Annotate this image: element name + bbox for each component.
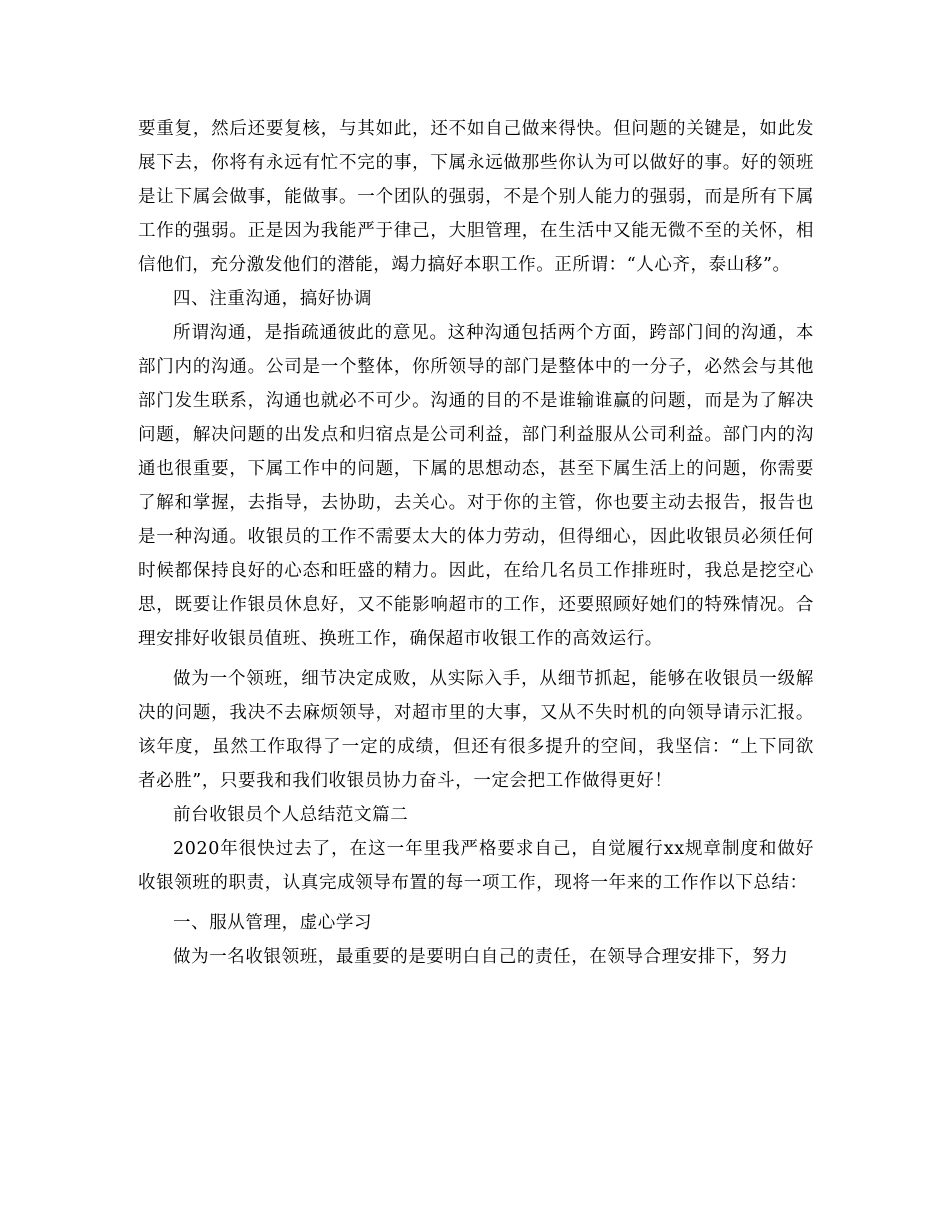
paragraph-communication: 所谓沟通，是指疏通彼此的意见。这种沟通包括两个方面，跨部门间的沟通，本部门内的沟通。公司是一个整体，你所领导的部门是整体中的一分子，必然会与其他部门发生联系，沟通也就必不可少。沟通的目的不是谁输谁赢的问题，而是为了解决问题，解决问题的出发点和归宿点是公司利益，部门利益服从公司利益。部门内的沟通也很重要，下属工作中的问题，下属的思想动态，甚至下属生活上的问题，你需要了解和掌握，去指导，去协助，去关心。对于你的主管，你也要主动去报告，报告也是一种沟通。收银员的工作不需要太大的体力劳动，但得细心，因此收银员必须任何时候都保持良好的心态和旺盛的精力。因此，在给几名员工作排班时，我总是挖空心思，既要让作银员休息好，又不能影响超市的工作，还要照顾好她们的特殊情况。合理安排好收银员值班、换班工作，确保超市收银工作的高效运行。	[138, 323, 814, 649]
paragraph-details: 做为一个领班，细节决定成败，从实际入手，从细节抓起，能够在收银员一级解决的问题，我决不去麻烦领导，对超市里的大事，又从不失时机的向领导请示汇报。该年度，虽然工作取得了一定的成绩，但还有很多提升的空间，我坚信：“上下同欲者必胜”，只要我和我们收银员协力奋斗，一定会把工作做得更好！	[138, 669, 814, 791]
section-heading-obey-management: 一、服从管理，虚心学习	[173, 913, 373, 933]
document-page	[138, 112, 814, 974]
paragraph-responsibility: 做为一名收银领班，最重要的是要明白自己的责任，在领导合理安排下，努力	[173, 947, 789, 967]
paragraph-continuation: 要重复，然后还要复核，与其如此，还不如自己做来得快。但问题的关键是，如此发展下去，你将有永远有忙不完的事，下属永远做那些你认为可以做好的事。好的领班是让下属会做事，能做事。一个团队的强弱，不是个别人能力的强弱，而是所有下属工作的强弱。正是因为我能严于律己，大胆管理，在生活中又能无微不至的关怀，相信他们，充分激发他们的潜能，竭力搞好本职工作。正所谓：“人心齐，泰山移”。	[138, 119, 814, 275]
article-title-part-two: 前台收银员个人总结范文篇二	[173, 805, 409, 825]
paragraph-year-summary: 2020年很快过去了，在这一年里我严格要求自己，自觉履行xx规章制度和做好收银领班的职责，认真完成领导布置的每一项工作，现将一年来的工作作以下总结：	[138, 839, 814, 893]
section-heading-communication: 四、注重沟通，搞好协调	[173, 289, 373, 309]
